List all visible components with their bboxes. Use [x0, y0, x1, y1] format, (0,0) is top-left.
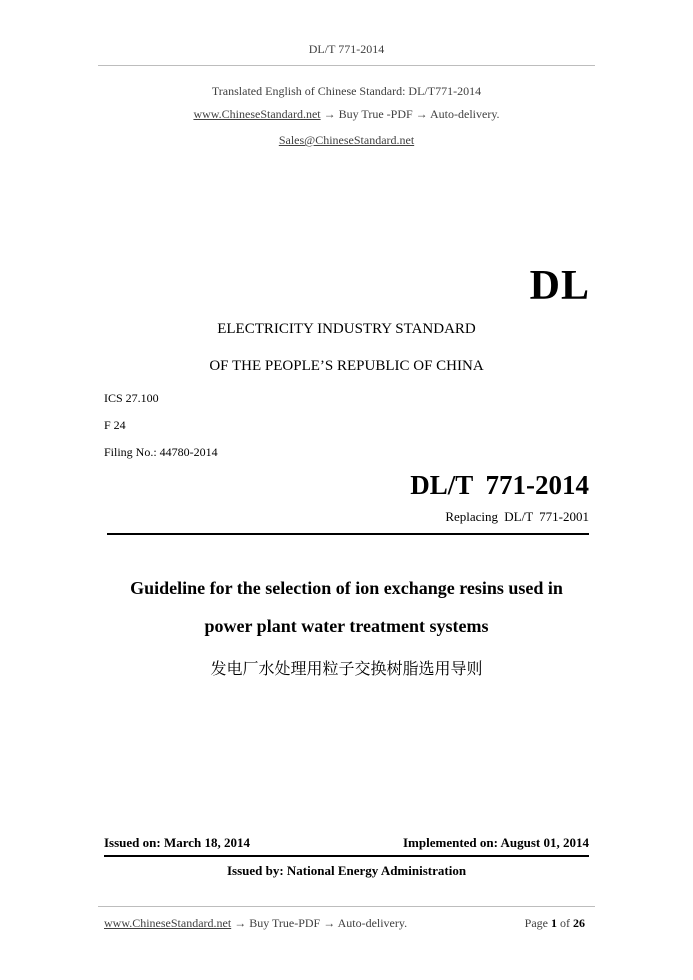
standard-type-line-1: ELECTRICITY INDUSTRY STANDARD	[217, 321, 476, 337]
header-rule	[98, 65, 595, 66]
page-total: 26	[573, 916, 585, 930]
sales-line	[0, 133, 693, 148]
standard-code: DL	[529, 263, 590, 309]
footer-purchase-line	[104, 916, 407, 931]
running-header: DL/T 771-2014	[308, 42, 385, 56]
page-of: of	[560, 916, 570, 930]
issuing-authority: Issued by: National Energy Administration	[226, 863, 467, 878]
buy-text: → Buy True -PDF → Auto-delivery.	[320, 107, 500, 121]
footer-site-link[interactable]: www.ChineseStandard.net	[104, 916, 232, 930]
translation-notice: Translated English of Chinese Standard: DL/T771-2014	[211, 84, 482, 98]
dates-rule	[104, 855, 589, 857]
document-number: DL/T 771-2014	[410, 470, 589, 500]
ccs-code: F 24	[104, 418, 126, 432]
site-link[interactable]: www.ChineseStandard.net	[193, 107, 321, 121]
standard-type-line-2: OF THE PEOPLE’S REPUBLIC OF CHINA	[209, 358, 484, 374]
footer-buy-text: → Buy True-PDF → Auto-delivery.	[231, 916, 408, 930]
page-label: Page	[524, 916, 548, 930]
page-current: 1	[551, 916, 557, 930]
footer-rule	[98, 906, 595, 907]
document-title-line-2: power plant water treatment systems	[204, 616, 489, 636]
ics-code: ICS 27.100	[104, 391, 159, 405]
sales-email-link[interactable]: Sales@ChineseStandard.net	[278, 133, 415, 147]
filing-number: Filing No.: 44780-2014	[104, 445, 218, 459]
page-indicator	[525, 916, 585, 931]
document-title-line-1: Guideline for the selection of ion exchange resins used in	[130, 578, 563, 598]
title-rule	[107, 533, 589, 535]
purchase-line	[0, 107, 693, 122]
replacing-note: Replacing DL/T 771-2001	[445, 509, 589, 524]
document-title-chinese: 发电厂水处理用粒子交换树脂选用导则	[210, 659, 483, 678]
issued-on-date: Issued on: March 18, 2014	[104, 835, 251, 850]
implemented-on-date: Implemented on: August 01, 2014	[403, 835, 589, 850]
